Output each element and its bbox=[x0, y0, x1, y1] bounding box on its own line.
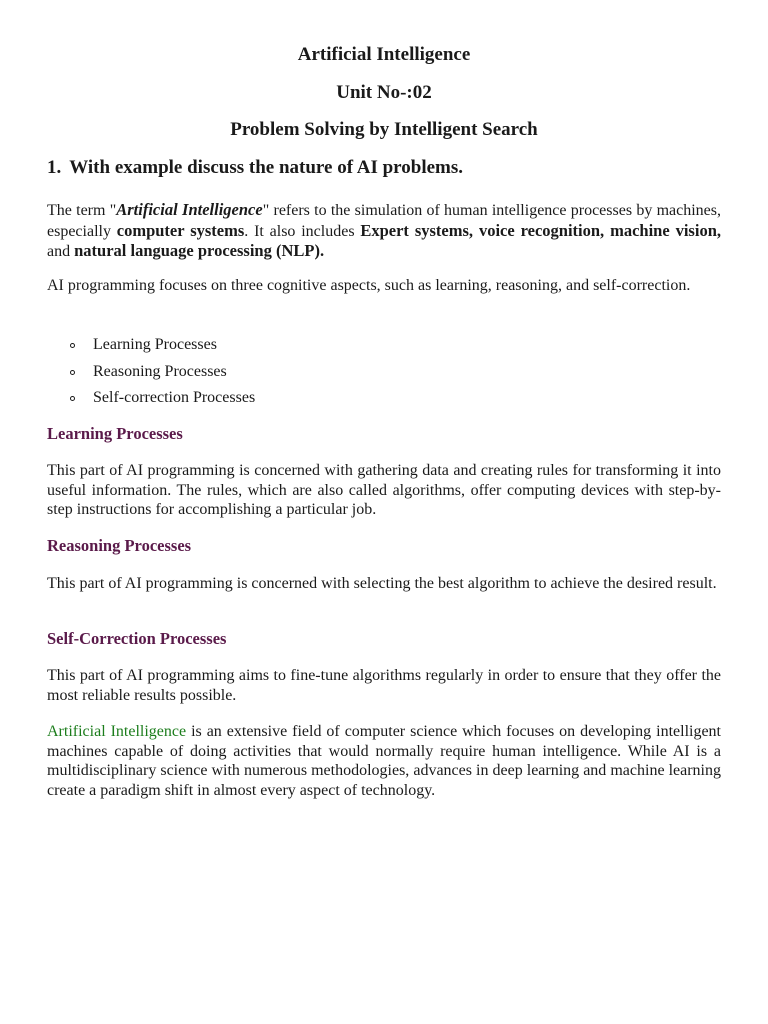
circle-bullet-icon bbox=[70, 396, 75, 401]
section-body-learning: This part of AI programming is concerned with gathering data and creating rules for transforming it into useful information. The rules, which are also called algorithms, offer computing devices with step-by-step instructions for accomplishing a particular job. bbox=[47, 462, 721, 519]
ai-link[interactable]: Artificial Intelligence bbox=[47, 723, 187, 740]
list-item-label: Reasoning Processes bbox=[93, 362, 227, 380]
unit-number: Unit No-:02 bbox=[336, 82, 432, 103]
document-subtitle: Problem Solving by Intelligent Search bbox=[230, 119, 538, 140]
closing-paragraph bbox=[47, 722, 721, 800]
list-item-label: Self-correction Processes bbox=[93, 389, 256, 407]
intro-paragraph bbox=[47, 200, 721, 262]
section-heading-self-correction: Self-Correction Processes bbox=[47, 629, 227, 648]
list-item-label: Learning Processes bbox=[93, 336, 217, 353]
document-title: Artificial Intelligence bbox=[297, 44, 471, 65]
question-number: 1. bbox=[47, 157, 62, 178]
question-text: With example discuss the nature of AI problems. bbox=[69, 157, 464, 178]
intro-text-3: . It also includes bbox=[244, 222, 361, 240]
list-item bbox=[47, 335, 255, 362]
focus-paragraph: AI programming focuses on three cognitive aspects, such as learning, reasoning, and self-correction. bbox=[47, 277, 691, 294]
intro-term: Artificial Intelligence bbox=[116, 200, 263, 219]
intro-text-4: and bbox=[47, 243, 75, 261]
intro-bold-computer-systems: computer systems bbox=[116, 220, 245, 240]
section-body-reasoning: This part of AI programming is concerned with selecting the best algorithm to achieve the desired result. bbox=[47, 575, 717, 592]
question-heading bbox=[47, 157, 463, 179]
closing-text: is an extensive field of computer science which focuses on developing intelligent machines capable of doing activities that would normally require human intelligence. While AI is a multidisciplinary science with numerous methodologies, advances in deep learning and machine learning create a paradigm shift in almost every aspect of technology. bbox=[47, 723, 722, 799]
circle-bullet-icon bbox=[70, 343, 75, 348]
section-body-self-correction: This part of AI programming aims to fine-tune algorithms regularly in order to ensure that they offer the most reliable results possible. bbox=[47, 667, 721, 704]
circle-bullet-icon bbox=[70, 370, 75, 375]
section-heading-reasoning: Reasoning Processes bbox=[47, 536, 192, 555]
intro-bold-nlp: natural language processing (NLP). bbox=[74, 241, 325, 261]
section-heading-learning: Learning Processes bbox=[47, 424, 183, 443]
intro-bold-expert-systems: Expert systems, voice recognition, machine vision, bbox=[360, 220, 721, 240]
list-item bbox=[47, 362, 255, 389]
intro-text-1: The term " bbox=[47, 202, 117, 219]
intro-text-2: " refers to the simulation of human intelligence processes by machines, especially bbox=[47, 202, 721, 240]
list-item bbox=[47, 388, 255, 415]
aspects-list bbox=[47, 335, 255, 415]
